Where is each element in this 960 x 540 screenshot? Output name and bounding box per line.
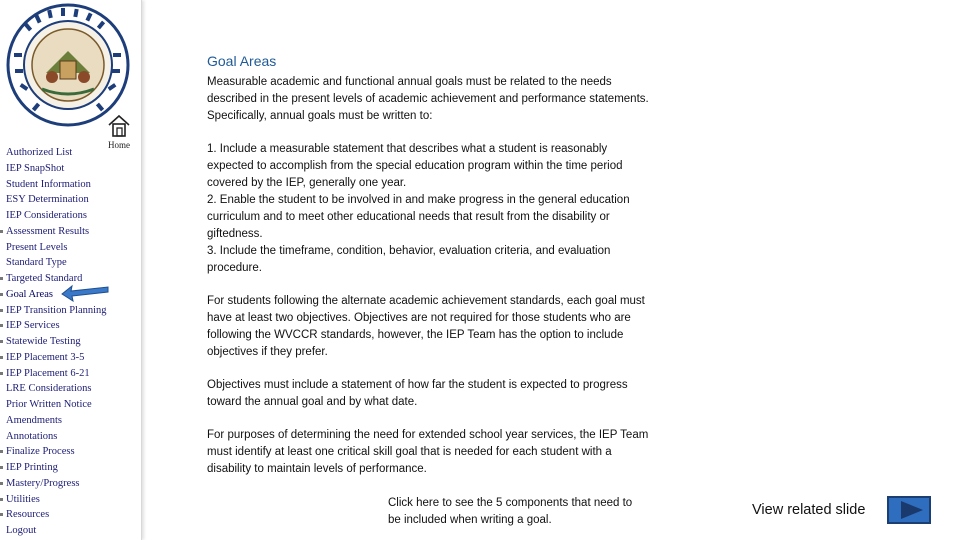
sidebar-item-annotations[interactable]: Annotations — [6, 430, 58, 442]
sidebar-item-statewide-testing[interactable]: Statewide Testing — [0, 334, 141, 350]
sidebar-item-standard-type[interactable]: Standard Type — [6, 257, 67, 269]
alternate-standards-paragraph: For students following the alternate academic achievement standards, each goal must have at least two objectives. Objectives are not required for those students who are following the WVCCR standards, however, the IEP Team has the option to include objectives if they prefer. — [207, 295, 645, 358]
wv-department-of-education-seal — [6, 3, 130, 127]
sidebar-item-student-information[interactable]: Student Information — [6, 178, 91, 190]
sidebar-item-prior-written-notice[interactable]: Prior Written Notice — [6, 399, 92, 410]
point-2: 2. Enable the student to be involved in and make progress in the general education curriculum and to meet other educational needs that result from the disability or giftedness. — [207, 194, 630, 240]
components-link[interactable]: Click here to see the 5 components that need to be included when writing a goal. — [388, 497, 633, 526]
sidebar-item-logout[interactable]: Logout — [6, 525, 37, 536]
sidebar-item-finalize-process[interactable]: Finalize Process — [0, 444, 141, 460]
sidebar-item-utilities[interactable]: Utilities — [0, 492, 141, 508]
sidebar-item-esy-determination[interactable]: ESY Determination — [6, 194, 89, 206]
esy-paragraph: For purposes of determining the need for extended school year services, the IEP Team must identify at least one critical skill goal that is needed for each student with a disability to maintain levels of performance. — [207, 429, 649, 475]
sidebar-item-mastery-progress[interactable]: Mastery/Progress — [0, 476, 141, 492]
home-label: Home — [108, 140, 130, 150]
next-slide-button[interactable] — [887, 496, 931, 524]
sidebar — [0, 0, 142, 540]
sidebar-item-authorized-list[interactable]: Authorized List — [6, 147, 73, 158]
main-content — [207, 52, 657, 478]
home-icon — [106, 112, 132, 138]
objectives-paragraph: Objectives must include a statement of how far the student is expected to progress toward the annual goal and by what date. — [207, 379, 628, 408]
sidebar-item-present-levels[interactable]: Present Levels — [6, 241, 68, 253]
play-right-icon — [889, 498, 929, 522]
current-item-arrow-icon — [60, 282, 110, 302]
point-3: 3. Include the timeframe, condition, behavior, evaluation criteria, and evaluation procedure. — [207, 245, 611, 274]
sidebar-item-resources[interactable]: Resources — [0, 507, 141, 523]
sidebar-item-iep-services[interactable]: IEP Services — [0, 318, 141, 334]
sidebar-item-lre-considerations[interactable]: LRE Considerations — [6, 383, 92, 395]
sidebar-item-iep-placement-3-5[interactable]: IEP Placement 3-5 — [0, 350, 141, 366]
intro-paragraph: Measurable academic and functional annual goals must be related to the needs described in the present levels of academic achievement and performance statements. Specifically, annual goals must be written to: — [207, 76, 649, 122]
sidebar-item-iep-snapshot[interactable]: IEP SnapShot — [6, 162, 65, 174]
sidebar-item-assessment-results[interactable]: Assessment Results — [0, 224, 141, 240]
sidebar-item-goal-areas[interactable]: Goal Areas — [0, 287, 141, 303]
sidebar-nav — [0, 145, 141, 539]
sidebar-item-iep-placement-6-21[interactable]: IEP Placement 6-21 — [0, 366, 141, 382]
sidebar-item-iep-printing[interactable]: IEP Printing — [0, 460, 141, 476]
sidebar-item-iep-transition-planning[interactable]: IEP Transition Planning — [0, 303, 141, 319]
sidebar-item-iep-considerations[interactable]: IEP Considerations — [6, 210, 87, 221]
sidebar-item-amendments[interactable]: Amendments — [6, 414, 62, 426]
sidebar-item-targeted-standard[interactable]: Targeted Standard — [0, 271, 141, 287]
page-title: Goal Areas — [207, 53, 277, 69]
point-1: 1. Include a measurable statement that describes what a student is reasonably expected to accomplish from the special education program within the time period covered by the IEP, generally one year. — [207, 143, 623, 189]
view-related-slide-label: View related slide — [752, 502, 866, 518]
